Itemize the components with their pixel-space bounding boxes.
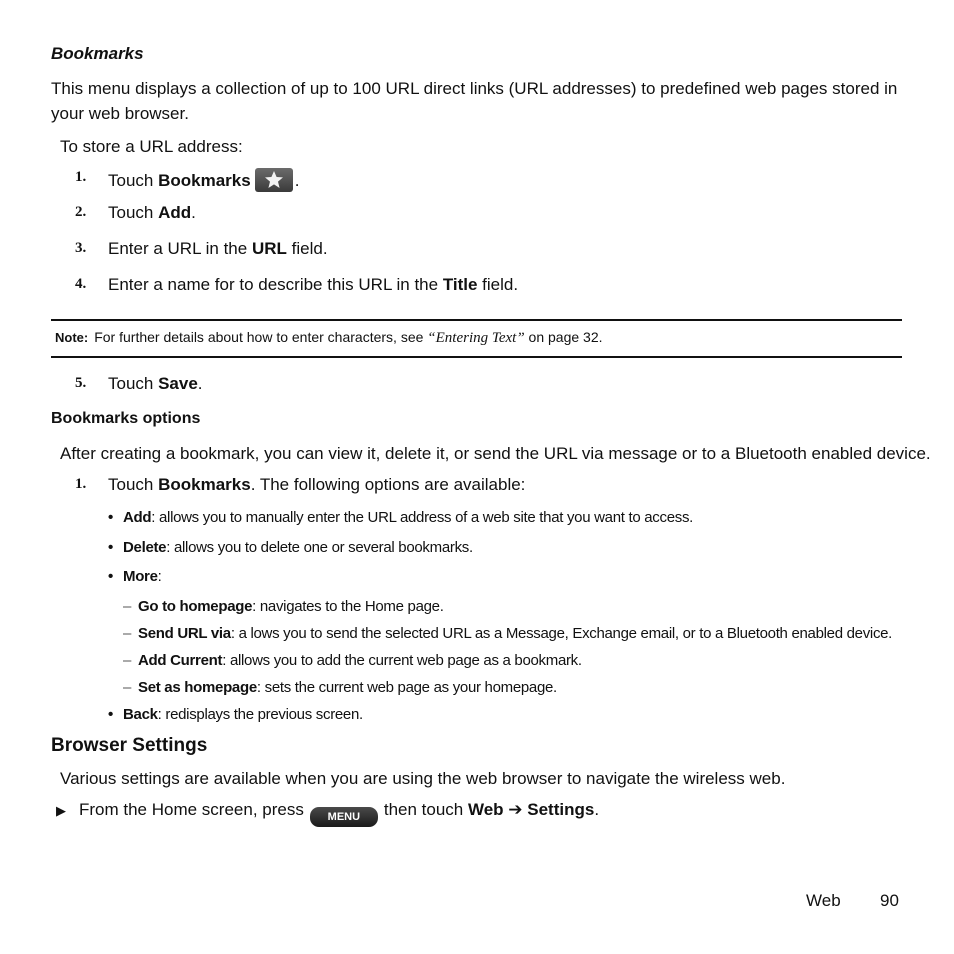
note-text-post: on page 32.	[524, 329, 603, 345]
dash-icon: –	[123, 625, 132, 642]
bullet-icon: •	[108, 568, 114, 585]
dash-icon: –	[123, 598, 132, 615]
step-text-post: field.	[286, 239, 328, 258]
step-1-text	[108, 168, 299, 192]
note-reference-link[interactable]: “Entering Text”	[427, 330, 525, 346]
option-add	[123, 509, 693, 526]
step-text-post: .	[294, 171, 300, 190]
option-back	[123, 706, 363, 723]
step-text-post: . The following options are available:	[250, 475, 526, 494]
step-text-post: .	[197, 374, 203, 393]
note-text: For further details about how to enter characters, see	[94, 329, 428, 345]
step-number: 1.	[75, 476, 87, 492]
more-item-go-to-homepage	[138, 598, 444, 615]
option-description: : redisplays the previous screen.	[157, 706, 363, 723]
step-bold-term: Title	[442, 275, 478, 294]
step-bold-term: Bookmarks	[158, 171, 251, 190]
option-description: : navigates to the Home page.	[252, 598, 444, 615]
note-rule-top	[51, 319, 902, 321]
instruction-text-mid: then touch	[383, 800, 468, 819]
step-3	[75, 239, 86, 257]
step-text-post: field.	[477, 275, 519, 294]
option-delete	[123, 539, 473, 556]
step-text-post: .	[191, 203, 196, 222]
options-step-1	[75, 475, 86, 493]
option-description: : a lows you to send the selected URL as a Message, Exchange email, or to a Bluetooth enabled device.	[230, 625, 893, 642]
step-number: 1.	[75, 169, 87, 185]
step-number: 5.	[75, 375, 87, 391]
option-term: Go to homepage	[138, 598, 253, 615]
store-intro: To store a URL address:	[60, 137, 243, 156]
step-text-pre: Touch	[108, 171, 159, 190]
bookmarks-options-intro: After creating a bookmark, you can view it, delete it, or send the URL via message or to a Bluetooth enabled device.	[60, 444, 931, 463]
option-term: Set as homepage	[138, 679, 257, 696]
step-text-pre: Enter a name for to describe this URL in the	[108, 275, 443, 294]
bookmarks-intro: This menu displays a collection of up to 100 URL direct links (URL addresses) to predefined web pages stored in your web browser.	[51, 79, 898, 123]
instruction-bold-settings: Settings	[527, 800, 595, 819]
step-number: 2.	[75, 204, 87, 220]
step-5	[75, 374, 86, 392]
step-text-pre: Touch	[108, 203, 159, 222]
step-1	[75, 168, 86, 186]
arrow-right-icon: ➔	[503, 800, 528, 819]
page-number: 90	[880, 891, 899, 910]
option-term: Delete	[123, 539, 167, 556]
dash-icon: –	[123, 652, 132, 669]
step-text-pre: Enter a URL in the	[108, 239, 252, 258]
option-term: Add Current	[138, 652, 223, 669]
step-number: 3.	[75, 240, 87, 256]
option-term: Add	[123, 509, 152, 526]
step-bold-term: Bookmarks	[158, 475, 251, 494]
section-heading-bookmarks: Bookmarks	[51, 44, 144, 63]
option-description: : sets the current web page as your homepage.	[256, 679, 557, 696]
step-bold-term: Add	[158, 203, 192, 222]
step-3-text	[108, 239, 328, 259]
option-description: : allows you to delete one or several bookmarks.	[166, 539, 473, 556]
note-rule-bottom	[51, 356, 902, 358]
step-4-text	[108, 275, 518, 295]
step-bold-term: Save	[158, 374, 198, 393]
option-term: Send URL via	[138, 625, 231, 642]
triangle-right-icon: ▶	[56, 803, 66, 818]
step-2-text	[108, 203, 196, 223]
note-label: Note:	[55, 330, 89, 345]
section-heading-bookmarks-options: Bookmarks options	[51, 410, 201, 427]
instruction-bold-web: Web	[467, 800, 504, 819]
instruction-text-post: .	[594, 800, 600, 819]
footer-section-name: Web	[806, 891, 841, 910]
more-item-send-url-via	[138, 625, 892, 642]
dash-icon: –	[123, 679, 132, 696]
step-text-pre: Touch	[108, 374, 159, 393]
step-text-pre: Touch	[108, 475, 159, 494]
step-2	[75, 203, 86, 221]
option-description: :	[157, 568, 162, 585]
option-description: : allows you to manually enter the URL address of a web site that you want to access.	[151, 509, 694, 526]
note	[55, 329, 603, 347]
options-step-1-text	[108, 475, 525, 495]
browser-settings-intro: Various settings are available when you are using the web browser to navigate the wireless web.	[60, 769, 786, 788]
step-bold-term: URL	[251, 239, 287, 258]
more-item-set-as-homepage	[138, 679, 557, 696]
step-5-text	[108, 374, 203, 394]
option-more	[123, 568, 162, 585]
option-term: Back	[123, 706, 158, 723]
step-4	[75, 275, 86, 293]
bullet-icon: •	[108, 706, 114, 723]
option-description: : allows you to add the current web page as a bookmark.	[222, 652, 582, 669]
bullet-icon: •	[108, 509, 114, 526]
instruction-text-pre: From the Home screen, press	[79, 800, 304, 819]
section-heading-browser-settings: Browser Settings	[51, 735, 208, 756]
step-number: 4.	[75, 276, 87, 292]
menu-key-icon: MENU	[310, 807, 378, 827]
option-term: More	[123, 568, 158, 585]
more-item-add-current	[138, 652, 582, 669]
browser-settings-instruction	[79, 800, 599, 827]
star-icon	[255, 168, 293, 192]
bullet-icon: •	[108, 539, 114, 556]
